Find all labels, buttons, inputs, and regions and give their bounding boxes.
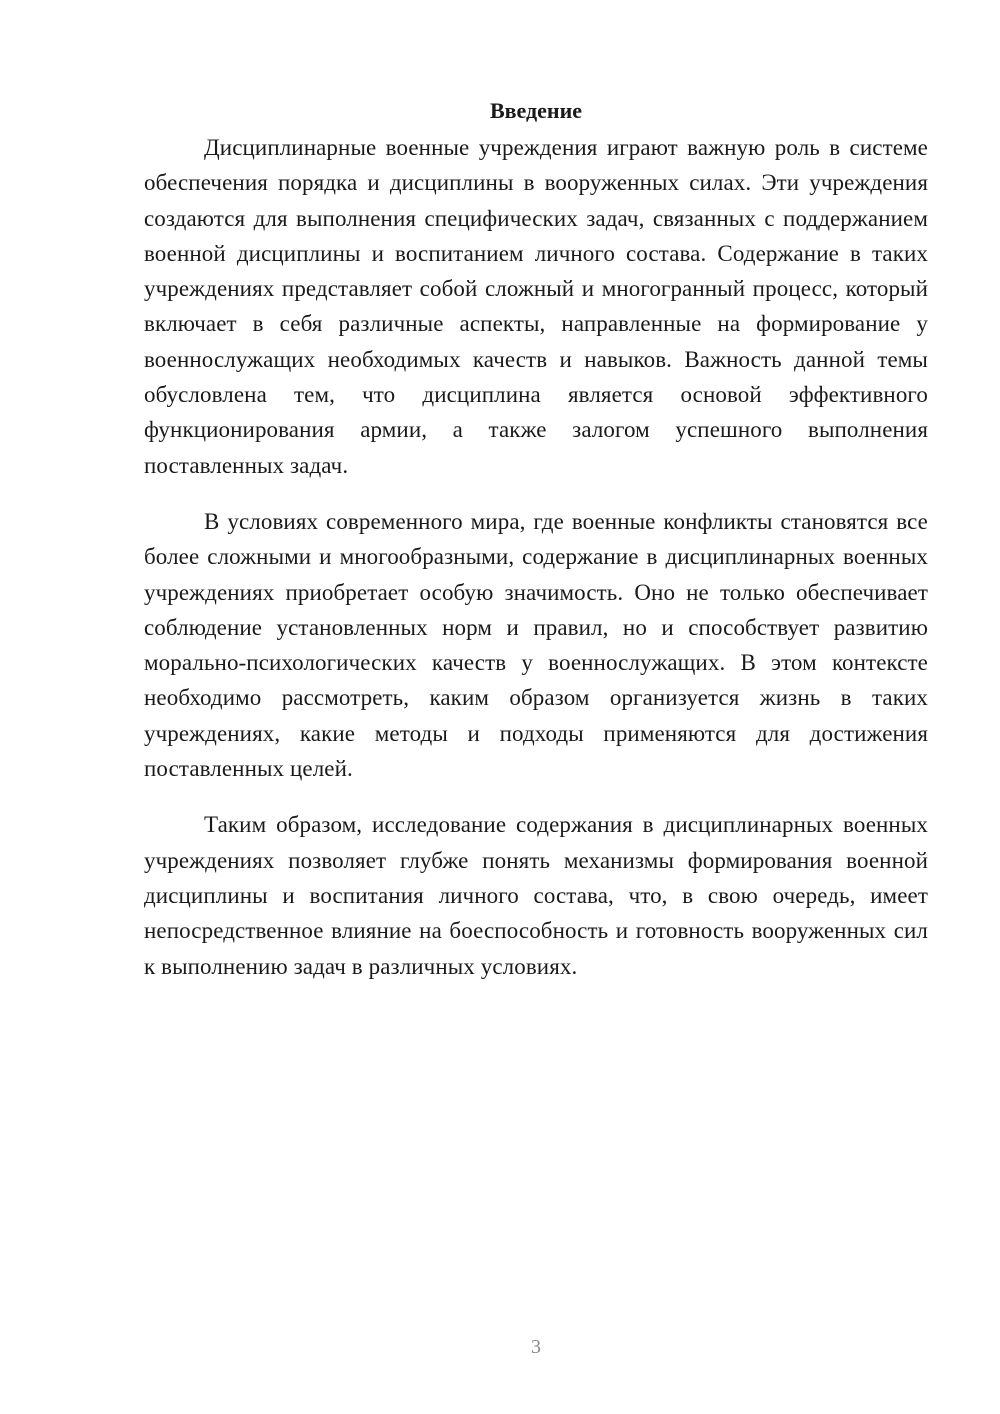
page-content	[144, 94, 928, 1005]
paragraph-3: Таким образом, исследование содержания в дисциплинарных военных учреждениях позволяет глубже понять механизмы формирования военной дисциплины и воспитания личного состава, что, в свою очередь, имеет непосредственное влияние на боеспособность и готовность вооруженных сил к выполнению задач в различных условиях.	[144, 812, 928, 979]
section-title: Введение	[489, 98, 583, 123]
page-number: 3	[531, 1336, 541, 1358]
paragraph-2: В условиях современного мира, где военные конфликты становятся все более сложными и многообразными, содержание в дисциплинарных военных учреждениях приобретает особую значимость. Оно не только обеспечивает соблюдение установленных норм и правил, но и способствует развитию морально-психологических качеств у военнослужащих. В этом контексте необходимо рассмотреть, каким образом организуется жизнь в таких учреждениях, какие методы и подходы применяются для достижения поставленных целей.	[144, 508, 928, 782]
paragraph-1: Дисциплинарные военные учреждения играют важную роль в системе обеспечения порядка и дисциплины в вооруженных силах. Эти учреждения создаются для выполнения специфических задач, связанных с поддержанием военной дисциплины и воспитанием личного состава. Содержание в таких учреждениях представляет собой сложный и многогранный процесс, который включает в себя различные аспекты, направленные на формирование у военнослужащих необходимых качеств и навыков. Важность данной темы обусловлена тем, что дисциплина является основой эффективного функционирования армии, а также залогом успешного выполнения поставленных задач.	[144, 135, 928, 478]
